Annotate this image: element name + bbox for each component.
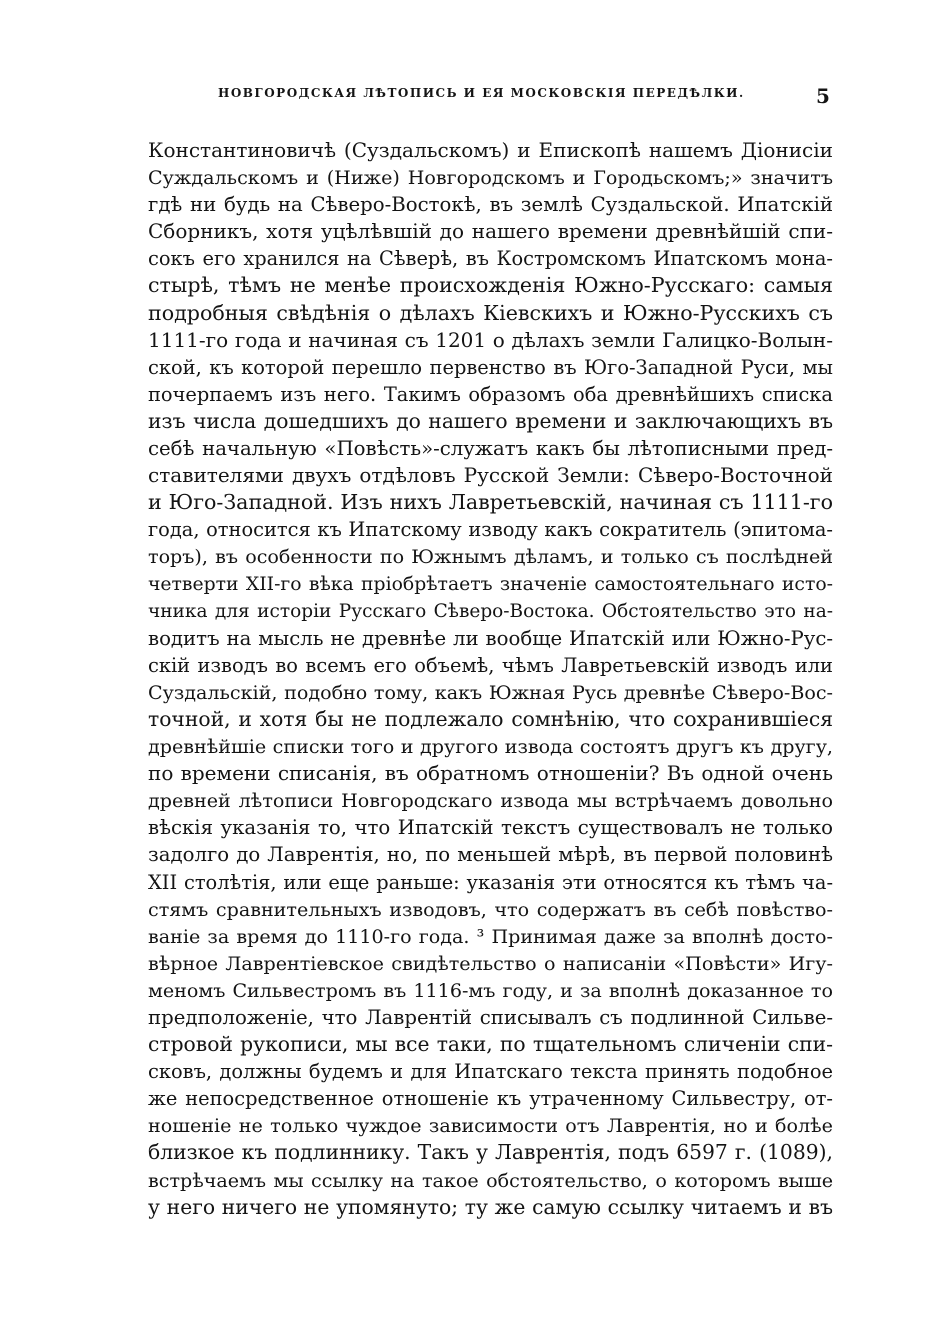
- text-line: Сборникъ, хотя уцѣлѣвшій до нашего времени древнѣйшій спи-: [148, 219, 833, 244]
- text-line: по времени списанія, въ обратномъ отношеніи? Въ одной очень: [148, 761, 833, 786]
- text-line: подробныя свѣдѣнія о дѣлахъ Кіевскихъ и Южно-Русскихъ съ: [148, 300, 833, 325]
- text-line: древней лѣтописи Новгородскаго извода мы встрѣчаемъ довольно: [148, 789, 833, 813]
- text-line: близкое къ подлиннику. Такъ у Лаврентія, подъ 6597 г. (1089),: [148, 1140, 833, 1165]
- running-head: НОВГОРОДСКАЯ ЛѢТОПИСЬ И ЕЯ МОСКОВСКІЯ ПЕРЕДѢЛКИ.: [218, 86, 745, 100]
- text-line: ставителями двухъ отдѣловъ Русской Земли: Сѣверо-Восточной: [148, 463, 833, 488]
- text-line: вѣскія указанія то, что Ипатскій текстъ существовалъ не только: [148, 816, 833, 840]
- text-line: ской, къ которой перешло первенство въ Юго-Западной Руси, мы: [148, 355, 833, 379]
- text-line: Суждальскомъ и (Ниже) Новгородскомъ и Городьскомъ;» значитъ: [148, 166, 833, 190]
- text-line: стямъ сравнительныхъ изводовъ, что содержатъ въ себѣ повѣство-: [148, 897, 833, 921]
- text-line: скій изводъ во всемъ его объемѣ, чѣмъ Лавретьевскій изводъ или: [148, 653, 833, 677]
- text-line: сковъ, должны будемъ и для Ипатскаго текста принять подобное: [148, 1060, 833, 1084]
- text-line: сокъ его хранился на Сѣверѣ, въ Костромскомъ Ипатскомъ мона-: [148, 247, 833, 271]
- text-line: встрѣчаемъ мы ссылку на такое обстоятельство, о которомъ выше: [148, 1168, 833, 1192]
- text-line: чника для исторіи Русскаго Сѣверо-Востока. Обстоятельство это на-: [148, 600, 833, 622]
- text-line: гдѣ ни будь на Сѣверо-Востокѣ, въ землѣ Суздальской. Ипатскій: [148, 193, 833, 217]
- text-line: и Юго-Западной. Изъ нихъ Лавретьевскій, начиная съ 1111-го: [148, 490, 833, 515]
- text-line: задолго до Лаврентія, но, по меньшей мѣрѣ, въ первой половинѣ: [148, 843, 833, 867]
- text-line: года, относится къ Ипатскому изводу какъ сократитель (эпитома-: [148, 518, 833, 542]
- text-line: почерпаемъ изъ него. Такимъ образомъ оба древнѣйшихъ списка: [148, 382, 833, 406]
- text-line: четверти XII-го вѣка пріобрѣтаетъ значеніе самостоятельнаго исто-: [148, 573, 833, 595]
- text-line: стровой рукописи, мы все таки, по тщательномъ сличеніи спи-: [148, 1032, 833, 1057]
- text-line: же непосредственное отношеніе къ утраченному Сильвестру, от-: [148, 1087, 833, 1111]
- text-line: себѣ начальную «Повѣсть»-служатъ какъ бы лѣтописными пред-: [148, 437, 833, 461]
- body-text: [148, 137, 833, 1221]
- text-line: торъ), въ особенности по Южнымъ дѣламъ, и только съ послѣдней: [148, 545, 833, 569]
- text-line: ваніе за время до 1110-го года. ³ Принимая даже за вполнѣ досто-: [148, 924, 833, 948]
- text-line: водитъ на мысль не древнѣе ли вообще Ипатскій или Южно-Рус-: [148, 626, 833, 650]
- text-line: изъ числа дошедшихъ до нашего времени и заключающихъ въ: [148, 408, 833, 433]
- text-line: древнѣйшіе списки того и другого извода состоятъ другъ къ другу,: [148, 735, 833, 759]
- text-line: вѣрное Лаврентіевское свидѣтельство о написаніи «Повѣсти» Игу-: [148, 951, 833, 975]
- text-line: стырѣ, тѣмъ не менѣе происхожденія Южно-Русскаго: самыя: [148, 273, 833, 298]
- text-line: 1111-го года и начиная съ 1201 о дѣлахъ земли Галицко-Волын-: [148, 327, 833, 352]
- text-line: ношеніе не только чуждое зависимости отъ Лаврентія, но и болѣе: [148, 1114, 833, 1138]
- text-line: предположеніе, что Лаврентій списывалъ съ подлинной Сильве-: [148, 1006, 833, 1029]
- text-line: Константиновичѣ (Суздальскомъ) и Епископѣ нашемъ Діонисіи: [148, 138, 833, 162]
- page-number: 5: [816, 84, 830, 108]
- text-line: у него ничего не упомянуто; ту же самую ссылку читаемъ и въ: [148, 1194, 833, 1219]
- text-line: точной, и хотя бы не подлежало сомнѣнію, что сохранившіеся: [148, 706, 833, 731]
- text-line: XII столѣтія, или еще раньше: указанія эти относятся къ тѣмъ ча-: [148, 870, 833, 894]
- text-line: меномъ Сильвестромъ въ 1116-мъ году, и за вполнѣ доказанное то: [148, 978, 833, 1002]
- text-line: Суздальскій, подобно тому, какъ Южная Русь древнѣе Сѣверо-Вос-: [148, 680, 833, 704]
